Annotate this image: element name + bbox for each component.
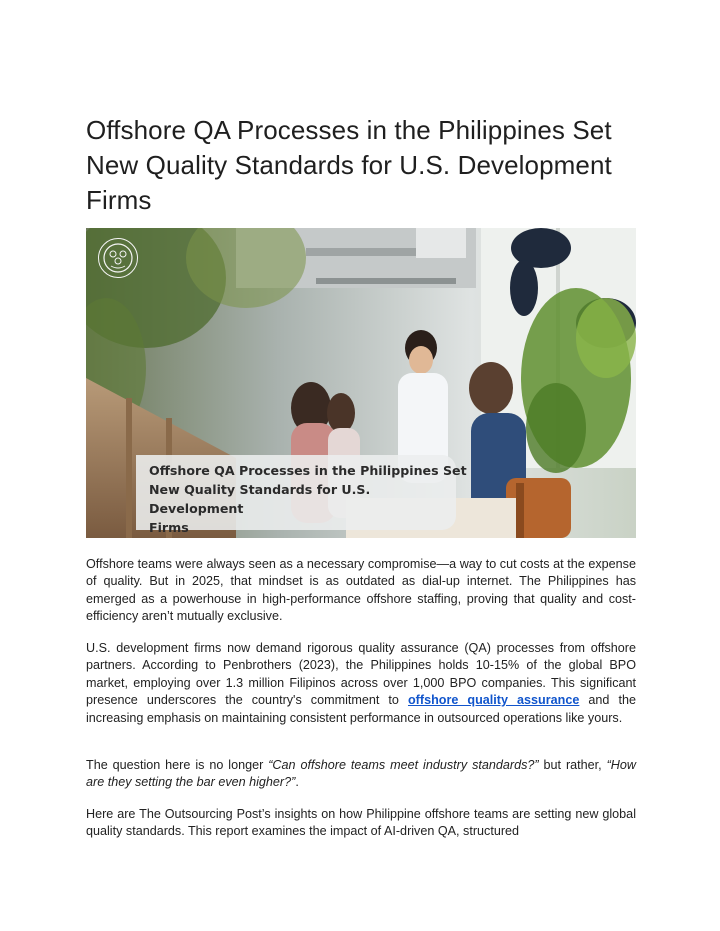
paragraph-text: . xyxy=(295,775,299,790)
paragraph-insights: Here are The Outsourcing Post’s insights on how Philippine offshore teams are setting new global quality standards. This report examines the impact of AI-driven QA, structured xyxy=(86,807,636,839)
paragraph-qa-demand xyxy=(86,640,636,727)
paragraph-text: U.S. development firms now demand rigorous quality assurance (QA) processes from offshore partners. According to Penbrothers (2023), the Philippines holds 10-15% of the global BPO market, employing over 1.3 million Filipinos across over 1,000 BPO companies. This significant presence underscores the country's commitment to xyxy=(86,641,636,708)
hero-caption-line: New Quality Standards for U.S. Development xyxy=(149,482,371,516)
offshore-quality-assurance-link[interactable]: offshore quality assurance xyxy=(407,693,580,708)
globe-people-logo-icon xyxy=(98,238,138,278)
hero-caption xyxy=(149,461,469,537)
paragraph-text: but rather, xyxy=(538,758,607,772)
paragraph-intro: Offshore teams were always seen as a necessary compromise—a way to cut costs at the expense of quality. But in 2025, that mindset is as outdated as dial-up internet. The Philippines has emerged as a powerhouse in high-performance offshore staffing, proving that quality and cost-efficiency aren’t mutually exclusive. xyxy=(86,557,636,624)
hero-caption-line: Offshore QA Processes in the Philippines Set xyxy=(149,463,467,478)
paragraph-question xyxy=(86,757,636,792)
article-title: Offshore QA Processes in the Philippines Set New Quality Standards for U.S. Development Firms xyxy=(86,115,612,215)
italic-quote: “How are they setting the bar even higher?” xyxy=(86,758,636,790)
hero-image xyxy=(86,228,636,538)
italic-quote: “Can offshore teams meet industry standards?” xyxy=(268,758,539,772)
paragraph-text: The question here is no longer xyxy=(86,758,269,772)
hero-caption-line: Firms xyxy=(149,520,189,535)
paragraph-text: and the increasing emphasis on maintaining consistent performance in outsourced operations like yours. xyxy=(86,693,636,725)
